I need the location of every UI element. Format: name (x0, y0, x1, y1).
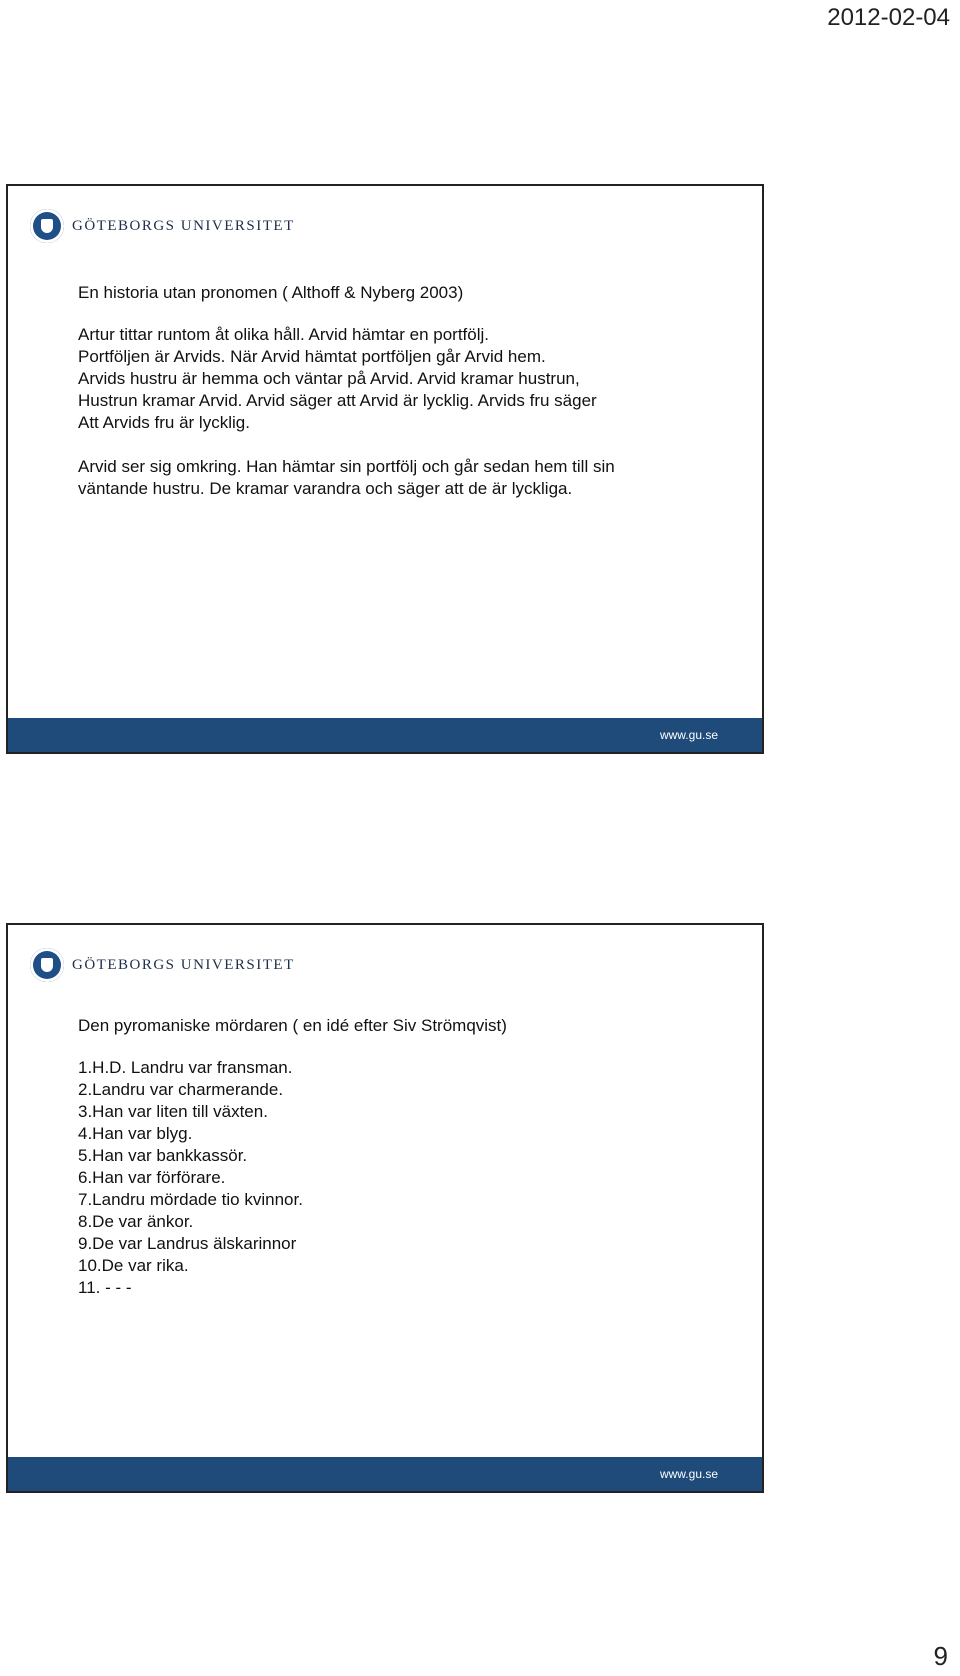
university-name: GÖTEBORGS UNIVERSITET (72, 217, 295, 234)
list-item: 1.H.D. Landru var fransman. (78, 1058, 293, 1077)
slide-1 (6, 184, 764, 754)
page-number: 9 (933, 1641, 948, 1671)
text-line: väntande hustru. De kramar varandra och säger att de är lyckliga. (78, 479, 573, 498)
paragraph-with-names (78, 324, 722, 434)
university-seal-icon (30, 948, 64, 982)
list-item: 7.Landru mördade tio kvinnor. (78, 1190, 303, 1209)
footer-url: www.gu.se (659, 728, 718, 742)
list-item: 3.Han var liten till växten. (78, 1102, 268, 1121)
university-name: GÖTEBORGS UNIVERSITET (72, 956, 295, 973)
list-item: 2.Landru var charmerande. (78, 1080, 284, 1099)
list-item: 5.Han var bankkassör. (78, 1146, 248, 1165)
list-item: 8.De var änkor. (78, 1212, 194, 1231)
text-line: Artur tittar runtom åt olika håll. Arvid hämtar en portfölj. (78, 325, 490, 344)
numbered-list (78, 1057, 722, 1299)
slide-footer-bar (8, 1457, 762, 1491)
text-line: Att Arvids fru är lycklig. (78, 413, 250, 432)
list-item: 6.Han var förförare. (78, 1168, 226, 1187)
university-logo (30, 945, 295, 985)
text-line: Portföljen är Arvids. När Arvid hämtat portföljen går Arvid hem. (78, 347, 546, 366)
list-item: 9.De var Landrus älskarinnor (78, 1234, 297, 1253)
document-date: 2012-02-04 (827, 4, 950, 31)
slide-footer-bar (8, 718, 762, 752)
text-line: Arvids hustru är hemma och väntar på Arvid. Arvid kramar hustrun, (78, 369, 580, 388)
university-logo (30, 206, 295, 246)
footer-url: www.gu.se (659, 1467, 718, 1481)
slide-title: Den pyromaniske mördaren ( en idé efter Siv Strömqvist) (78, 1016, 507, 1035)
text-line: Hustrun kramar Arvid. Arvid säger att Arvid är lycklig. Arvids fru säger (78, 391, 597, 410)
text-line: Arvid ser sig omkring. Han hämtar sin portfölj och går sedan hem till sin (78, 457, 615, 476)
paragraph-with-pronouns (78, 456, 722, 500)
slide-content (78, 282, 722, 522)
list-item: 10.De var rika. (78, 1256, 189, 1275)
slide-content (78, 1015, 722, 1299)
slide-title: En historia utan pronomen ( Althoff & Nyberg 2003) (78, 283, 464, 302)
list-item: 11. - - - (78, 1278, 132, 1297)
list-item: 4.Han var blyg. (78, 1124, 193, 1143)
slide-2 (6, 923, 764, 1493)
university-seal-icon (30, 209, 64, 243)
